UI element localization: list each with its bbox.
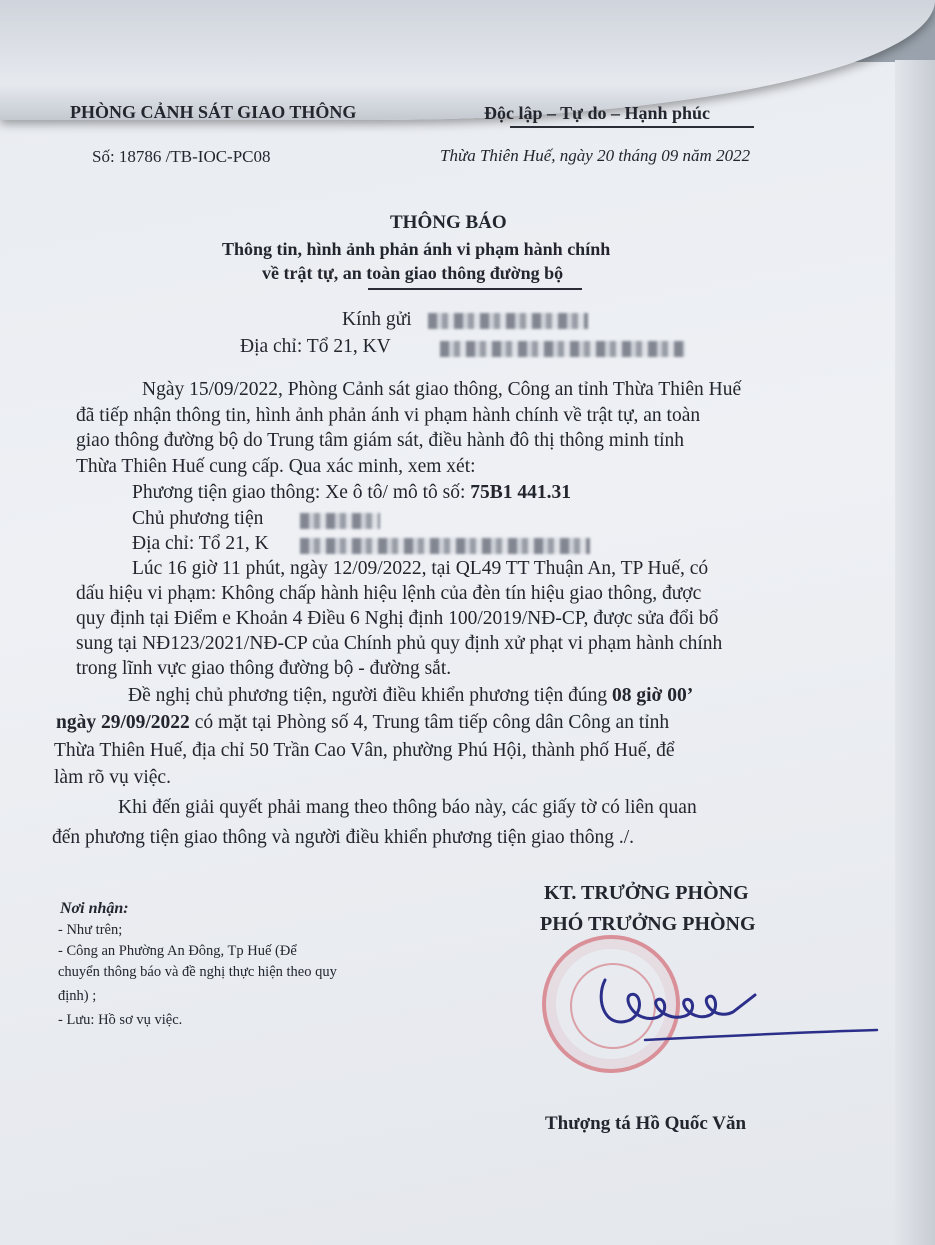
document-number: Số: 18786 /TB-IOC-PC08 <box>92 147 271 166</box>
motto: Độc lập – Tự do – Hạnh phúc <box>484 103 711 123</box>
paragraph-1-line-2: đã tiếp nhận thông tin, hình ảnh phản ánh vi phạm hành chính về trật tự, an toàn <box>76 405 701 426</box>
org-name: PHÒNG CẢNH SÁT GIAO THÔNG <box>70 102 357 122</box>
recipients-item-2-line-2: chuyển thông báo và đề nghị thực hiện theo quy <box>58 964 337 980</box>
recipient-address: Địa chỉ: Tổ 21, KV <box>240 336 391 357</box>
place-date: Thừa Thiên Huế, ngày 20 tháng 09 năm 2022 <box>440 146 751 165</box>
paragraph-1-line-3: giao thông đường bộ do Trung tâm giám sát, điều hành đô thị thông minh tỉnh <box>76 430 685 451</box>
signature-title-1: KT. TRƯỞNG PHÒNG <box>544 882 749 904</box>
paragraph-3-line-2 <box>56 712 669 734</box>
owner-label: Chủ phương tiện <box>132 508 264 529</box>
recipients-item-2-line-1: - Công an Phường An Đông, Tp Huế (Để <box>58 943 297 959</box>
document-title: THÔNG BÁO <box>390 212 507 233</box>
recipients-item-3: - Lưu: Hồ sơ vụ việc. <box>58 1012 183 1028</box>
recipients-heading: Nơi nhận: <box>60 900 129 917</box>
paragraph-3-text: Đề nghị chủ phương tiện, người điều khiển phương tiện đúng <box>128 685 612 706</box>
paragraph-4-line-1: Khi đến giải quyết phải mang theo thông báo này, các giấy tờ có liên quan <box>118 797 697 818</box>
paragraph-1-line-1: Ngày 15/09/2022, Phòng Cảnh sát giao thông, Công an tỉnh Thừa Thiên Huế <box>142 379 742 400</box>
page-edge <box>895 60 935 1245</box>
recipients-item-2-line-3: định) ; <box>58 988 97 1004</box>
document-subtitle-2: về trật tự, an toàn giao thông đường bộ <box>262 263 564 283</box>
recipient-label: Kính gửi <box>342 309 412 330</box>
appointment-place: có mặt tại Phòng số 4, Trung tâm tiếp công dân Công an tỉnh <box>189 712 670 733</box>
appointment-date: ngày 29/09/2022 <box>56 712 190 733</box>
license-plate: 75B1 441.31 <box>470 482 572 503</box>
title-underline <box>368 288 582 290</box>
motto-underline <box>510 126 754 128</box>
paragraph-2-line-5: trong lĩnh vực giao thông đường bộ - đường sắt. <box>76 658 452 679</box>
owner-address: Địa chỉ: Tổ 21, K <box>132 533 269 554</box>
paragraph-4-line-2: đến phương tiện giao thông và người điều khiển phương tiện giao thông ./. <box>52 827 635 848</box>
redacted-recipient <box>428 313 588 329</box>
paragraph-3-line-3: Thừa Thiên Huế, địa chỉ 50 Trần Cao Vân, phường Phú Hội, thành phố Huế, để <box>54 740 675 761</box>
paragraph-1-line-4: Thừa Thiên Huế cung cấp. Qua xác minh, xem xét: <box>76 456 476 477</box>
vehicle-label: Phương tiện giao thông: Xe ô tô/ mô tô số: <box>132 482 471 503</box>
paragraph-2-line-4: sung tại NĐ123/2021/NĐ-CP của Chính phủ quy định xử phạt vi phạm hành chính <box>76 633 723 654</box>
paragraph-3-line-1 <box>128 685 693 707</box>
paragraph-3-line-4: làm rõ vụ việc. <box>54 767 171 788</box>
signature-title-2: PHÓ TRƯỞNG PHÒNG <box>540 913 756 935</box>
paragraph-2-line-2: dấu hiệu vi phạm: Không chấp hành hiệu lệnh của đèn tín hiệu giao thông, được <box>76 583 702 604</box>
recipients-item-1: - Như trên; <box>58 922 123 938</box>
vehicle-line <box>132 482 571 504</box>
handwritten-signature <box>585 960 885 1050</box>
redacted-owner-address <box>300 538 590 554</box>
paragraph-2-line-1: Lúc 16 giờ 11 phút, ngày 12/09/2022, tại QL49 TT Thuận An, TP Huế, có <box>132 558 709 579</box>
redacted-owner <box>300 513 380 529</box>
paragraph-2-line-3: quy định tại Điểm e Khoản 4 Điều 6 Nghị định 100/2019/NĐ-CP, được sửa đổi bổ <box>76 608 719 629</box>
redacted-address <box>440 341 685 357</box>
document-subtitle-1: Thông tin, hình ảnh phản ánh vi phạm hành chính <box>222 239 611 259</box>
signer-name: Thượng tá Hồ Quốc Văn <box>545 1113 747 1134</box>
appointment-time: 08 giờ 00’ <box>612 685 694 706</box>
